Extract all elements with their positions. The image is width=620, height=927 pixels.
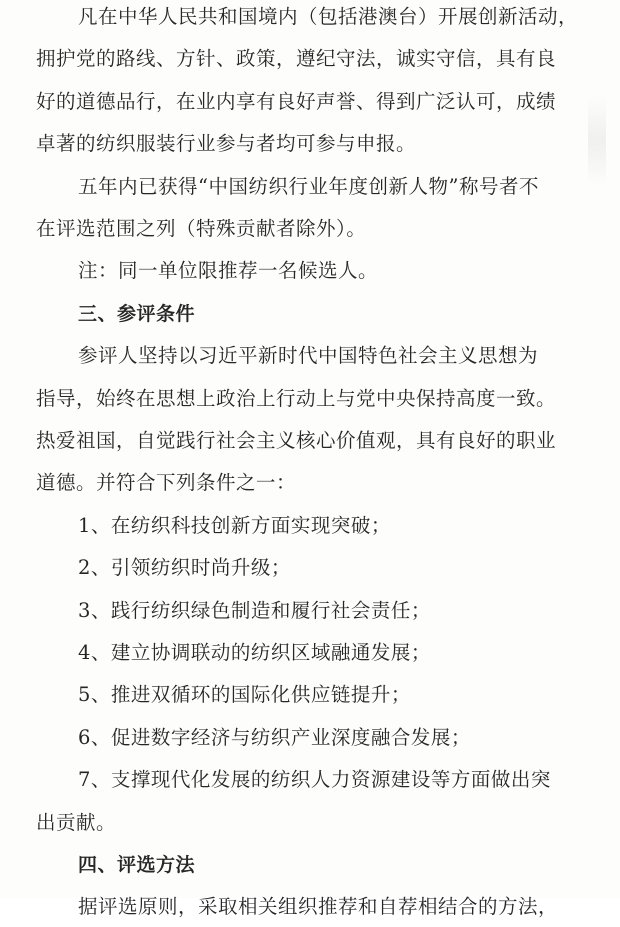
section3-line4: 道德。并符合下列条件之一： (36, 471, 297, 495)
section3-line2: 指导，始终在思想上政治上行动上与党中央保持高度一致。 (36, 386, 557, 410)
paragraph1-line3: 好的道德品行，在业内享有良好声誉、得到广泛认可，成绩 (36, 89, 557, 113)
section3-line3: 热爱祖国，自觉践行社会主义核心价值观，具有良好的职业 (36, 429, 557, 452)
section4-heading: 四、评选方法 (78, 854, 196, 876)
condition-item-2: 2、引领纺织时尚升级； (78, 556, 291, 580)
paragraph1-line1: 凡在中华人民共和国境内（包括港澳台）开展创新活动， (78, 5, 579, 28)
condition-item-1: 1、在纺织科技创新方面实现突破； (78, 513, 391, 537)
condition-item-7: 7、支撑现代化发展的纺织人力资源建设等方面做出突 (78, 768, 551, 792)
condition-item-4: 4、建立协调联动的纺织区域融通发展； (78, 641, 431, 664)
note-line: 注：同一单位限推荐一名候选人。 (78, 259, 379, 283)
paragraph1-line2: 拥护党的路线、方针、政策，遵纪守法，诚实守信，具有良 (36, 47, 557, 71)
paragraph2-line2: 在评选范围之列（特殊贡献者除外）。 (36, 217, 367, 240)
condition-item-6: 6、促进数字经济与纺织产业深度融合发展； (78, 725, 471, 749)
section3-heading: 三、参评条件 (78, 302, 196, 325)
section4-line1: 据评选原则，采取相关组织推荐和自荐相结合的方法， (78, 895, 559, 919)
condition-item-5: 5、推进双循环的国际化供应链提升； (78, 683, 411, 707)
condition-item-7-continuation: 出贡献。 (36, 810, 117, 834)
paragraph2-line1: 五年内已获得“中国纺织行业年度创新人物”称号者不 (78, 174, 539, 198)
paragraph1-line4: 卓著的纺织服装行业参与者均可参与申报。 (36, 132, 417, 156)
condition-item-3: 3、践行纺织绿色制造和履行社会责任； (78, 598, 431, 622)
section3-line1: 参评人坚持以习近平新时代中国特色社会主义思想为 (78, 344, 539, 368)
